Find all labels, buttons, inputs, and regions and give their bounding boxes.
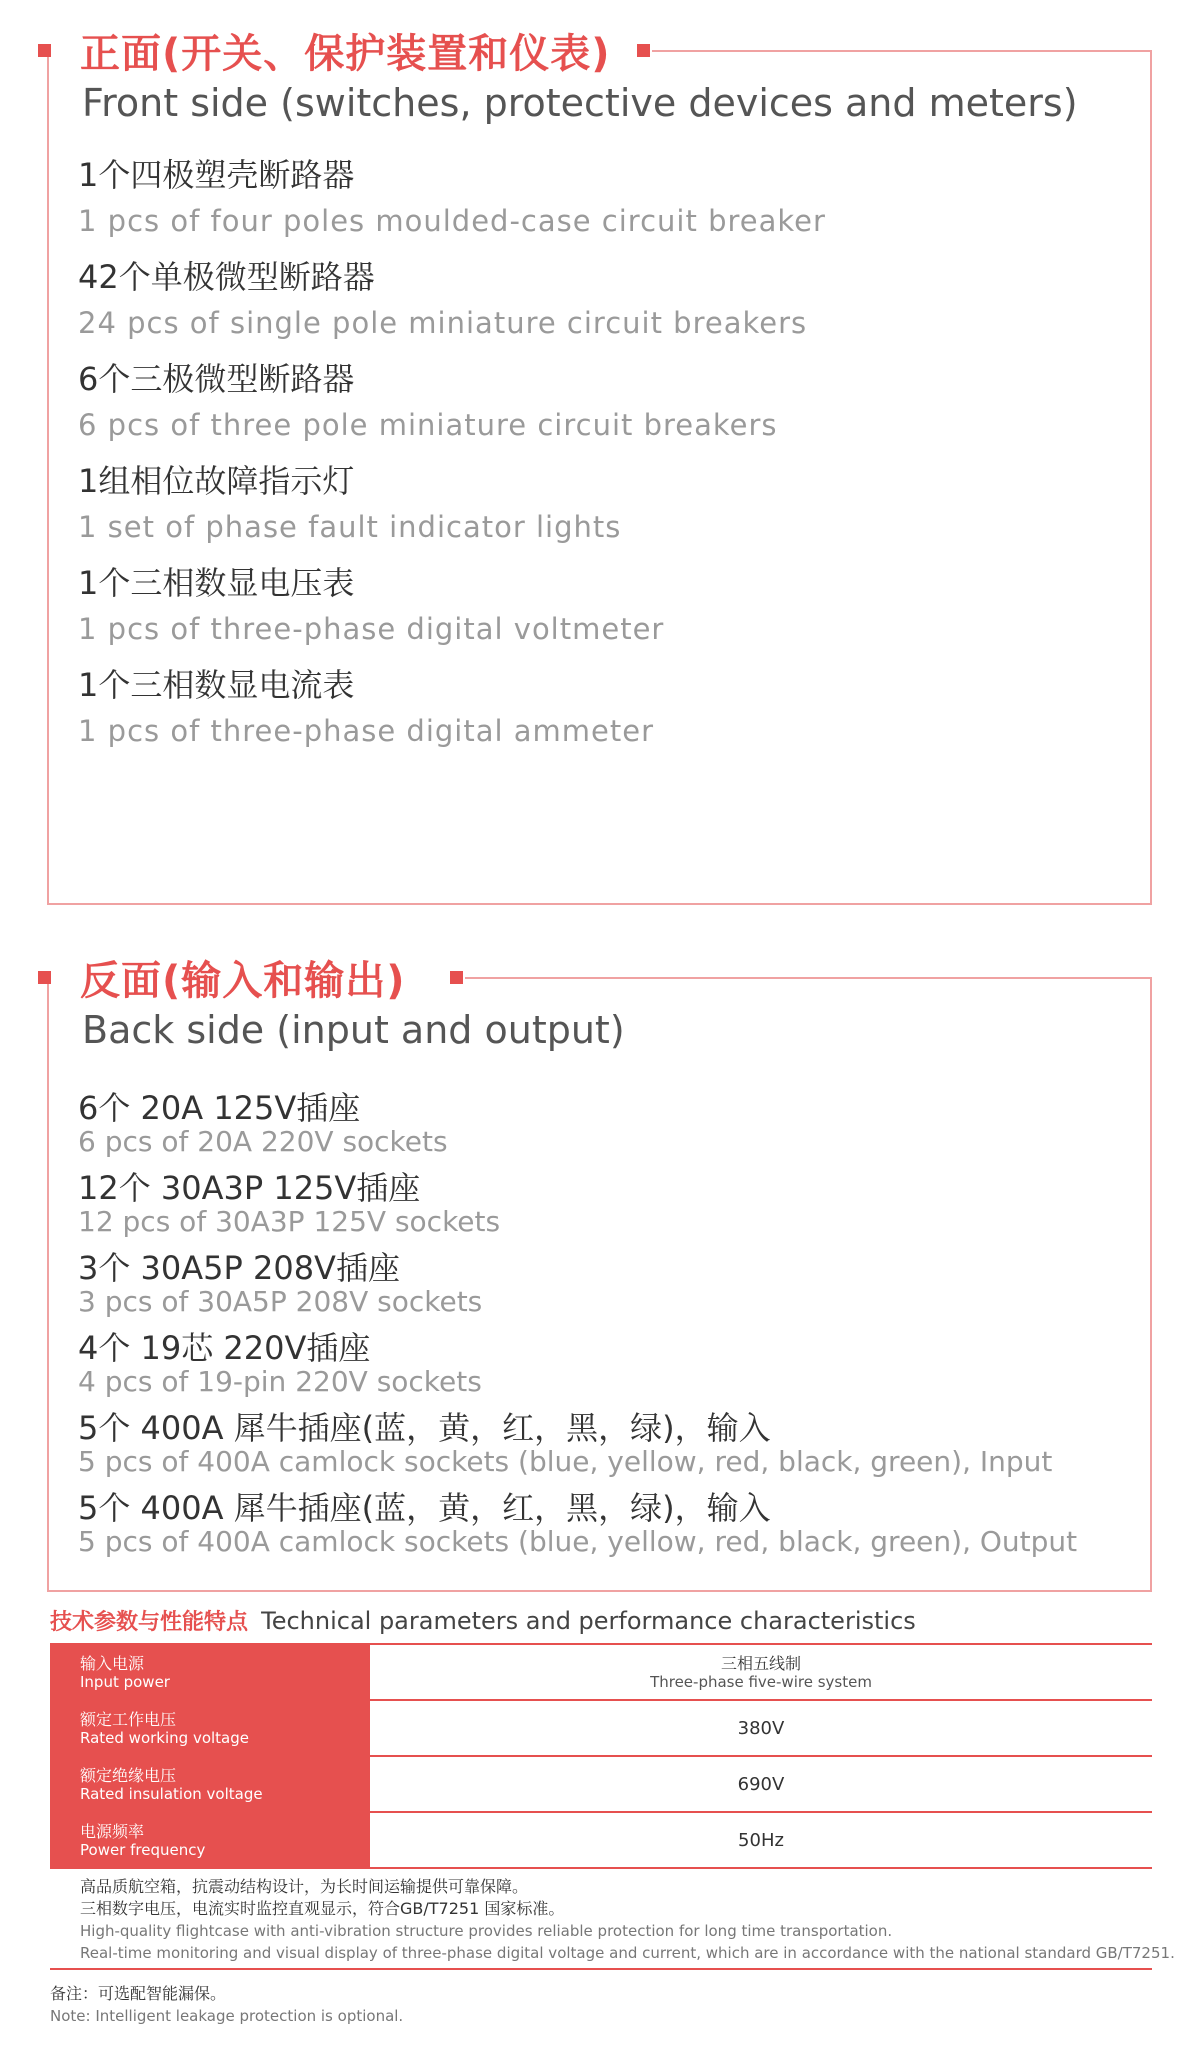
back-item-cn: 5个 400A 犀牛插座(蓝，黄，红，黑，绿)，输入	[78, 1489, 771, 1527]
spec-key-cn: 输入电源	[80, 1653, 145, 1673]
spec-key-cn: 额定工作电压	[80, 1709, 177, 1729]
front-item-cn: 1个三相数显电压表	[78, 564, 355, 602]
notes-divider	[50, 1968, 1152, 1970]
tech-title-cn: 技术参数与性能特点	[50, 1610, 249, 1635]
front-item-en: 24 pcs of single pole miniature circuit breakers	[78, 306, 808, 340]
spec-key	[50, 1756, 370, 1812]
front-item-cn: 6个三极微型断路器	[78, 360, 355, 398]
front-item-en: 6 pcs of three pole miniature circuit breakers	[78, 408, 778, 442]
spec-key-cn: 额定绝缘电压	[80, 1765, 177, 1785]
front-item-en: 1 set of phase fault indicator lights	[78, 510, 622, 544]
back-item-en: 6 pcs of 20A 220V sockets	[78, 1125, 448, 1158]
table-row	[50, 1756, 1152, 1812]
spec-key	[50, 1700, 370, 1756]
front-title-en: Front side (switches, protective devices and meters)	[82, 81, 1078, 125]
back-item-cn: 4个 19芯 220V插座	[78, 1329, 371, 1367]
spec-key-en: Power frequency	[80, 1840, 206, 1859]
spec-key-en: Rated working voltage	[80, 1728, 249, 1747]
back-item-cn: 6个 20A 125V插座	[78, 1089, 361, 1127]
spec-value	[370, 1700, 1152, 1756]
front-item-cn: 1组相位故障指示灯	[78, 462, 355, 500]
remark	[50, 1983, 403, 2027]
spec-key-en: Rated insulation voltage	[80, 1784, 263, 1803]
feature-notes	[80, 1876, 1175, 1964]
table-row	[50, 1700, 1152, 1756]
tech-title	[50, 1605, 916, 1636]
table-row	[50, 1644, 1152, 1700]
spec-key	[50, 1644, 370, 1700]
front-item-cn: 1个三相数显电流表	[78, 666, 355, 704]
note-cn-2: 三相数字电压，电流实时监控直观显示，符合GB/T7251 国家标准。	[80, 1899, 565, 1918]
back-item-en: 5 pcs of 400A camlock sockets (blue, yellow, red, black, green), Input	[78, 1445, 1053, 1478]
back-item-en: 12 pcs of 30A3P 125V sockets	[78, 1205, 501, 1238]
spec-value-cn: 三相五线制	[720, 1653, 801, 1673]
spec-value-text: 690V	[737, 1773, 785, 1795]
back-title-marker-right	[450, 971, 463, 984]
back-title-cn: 反面(输入和输出)	[80, 958, 406, 1004]
spec-key	[50, 1812, 370, 1868]
front-item-en: 1 pcs of four poles moulded-case circuit breaker	[78, 204, 826, 238]
note-en-2: Real-time monitoring and visual display of three-phase digital voltage and current, which are in accordance with the national standard GB/T7251.	[80, 1944, 1175, 1962]
spec-table	[50, 1643, 1152, 1869]
front-title-cn: 正面(开关、保护装置和仪表)	[80, 31, 611, 77]
table-row	[50, 1812, 1152, 1868]
spec-value	[370, 1756, 1152, 1812]
back-top-border	[465, 977, 1152, 979]
spec-key-en: Input power	[80, 1672, 170, 1691]
back-item-en: 4 pcs of 19-pin 220V sockets	[78, 1365, 482, 1398]
back-title-marker-left	[38, 971, 51, 984]
back-item-cn: 5个 400A 犀牛插座(蓝，黄，红，黑，绿)，输入	[78, 1409, 771, 1447]
tech-title-en: Technical parameters and performance characteristics	[261, 1607, 916, 1635]
back-item-cn: 12个 30A3P 125V插座	[78, 1169, 421, 1207]
remark-en: Note: Intelligent leakage protection is optional.	[50, 2007, 404, 2025]
front-item-cn: 1个四极塑壳断路器	[78, 156, 355, 194]
spec-value-en: Three-phase five-wire system	[650, 1672, 872, 1691]
spec-value-text: 50Hz	[738, 1829, 784, 1851]
back-title-en: Back side (input and output)	[82, 1008, 625, 1052]
note-en-1: High-quality flightcase with anti-vibration structure provides reliable protection for long time transportation.	[80, 1922, 893, 1940]
back-item-cn: 3个 30A5P 208V插座	[78, 1249, 400, 1287]
back-item-en: 3 pcs of 30A5P 208V sockets	[78, 1285, 483, 1318]
spec-value	[370, 1812, 1152, 1868]
front-item-en: 1 pcs of three-phase digital voltmeter	[78, 612, 665, 646]
front-item-cn: 42个单极微型断路器	[78, 258, 375, 296]
spec-key-cn: 电源频率	[80, 1821, 145, 1841]
front-item-en: 1 pcs of three-phase digital ammeter	[78, 714, 655, 748]
note-cn-1: 高品质航空箱，抗震动结构设计，为长时间运输提供可靠保障。	[80, 1877, 529, 1896]
remark-cn: 备注：可选配智能漏保。	[50, 1984, 227, 2003]
back-item-en: 5 pcs of 400A camlock sockets (blue, yellow, red, black, green), Output	[78, 1525, 1078, 1558]
spec-value-text: 380V	[737, 1717, 785, 1739]
spec-value	[370, 1644, 1152, 1700]
